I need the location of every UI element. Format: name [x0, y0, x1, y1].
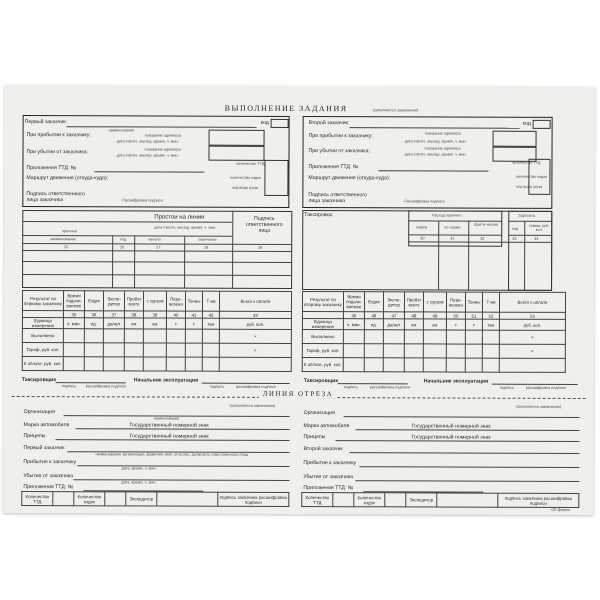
left-code-label: код [260, 119, 269, 126]
downtime-title: Простои на линии [154, 214, 205, 221]
head-sign-left: Начальник эксплуатации [133, 377, 199, 384]
form-title: ВЫПОЛНЕНИЕ ЗАДАНИЯ [224, 103, 348, 114]
right-code-field[interactable] [533, 120, 551, 129]
title-note: (заполняется заказчиком) [372, 108, 419, 113]
stub-left-org: Организация [23, 409, 55, 416]
salary-table [508, 211, 552, 291]
head-sign-right: Начальник эксплуатации [423, 378, 489, 385]
left-ttd-cells[interactable] [264, 160, 288, 196]
left-customer-label: Первый заказчик: [24, 119, 67, 126]
left-route-label: Маршрут движения (откуда-куда): [26, 175, 109, 182]
taxing-sign-left: Таксировщик [21, 377, 56, 384]
left-arrival-box[interactable] [209, 130, 265, 146]
waybill-form: ВЫПОЛНЕНИЕ ЗАДАНИЯ (заполняется заказчиком) Первый заказчик: код наименование показание одометра При прибытии к заказчику: дата (число, месяц), время, ч. мин. При убытии от заказчика: показание одометра дата (число, месяц), время, ч. мин. Приложения ТТД: № количество ТТД Маршрут движения (откуда-куда): количество ездок код вида груза Подпись ответственного лица заказчика Расшифровка подписи Второй заказчик: код При прибытии к заказчику: показание одометра дата (число, месяц), время, ч. мин. При убытии от заказчика: показание одометра дата (число, месяц), время, ч. мин. Приложения ТТД: № количество ТТД Маршрут движения (откуда-куда): количество ездок код вида груза Подпись ответственного лица заказчика Расшифровка подписи Простои на линии причина дата (число, месяц), время, ч. мин. Подпись ответственного лица наименование код начало окончание 25 26 27 28 29 Таксировка: Расход горючего марка по норме факти-ческая 30 31 32 Зарплата код сумма, руб. коп. 33 34 Результат по первому заказчику Время подачи-ваемое Ездки Экспе-дитор Пробег всего с грузом Пере-везено Тонны Т-км Всего к оплате 35 36 37 38 39 40 41 42 43 Единица измерения ч. мин. ед. да/нет км км т т ткм руб. коп. Выполнено × Тариф, руб. коп. × К оплате, руб. коп. Результат по второму заказчику Время подачи-ваемое Ездки Экспе-дитор Пробег всего с грузом Пере-везено Тонны Т-км Всего к оплате 45 46 47 48 49 50 51 52 53 Единица измерения ч. мин. ед. да/нет км км т т ткм руб. коп. Выполнено × Тариф, руб. коп. × К оплате, руб. коп. Таксировщик подпись расшифровка подписи Начальник эксплуатации подпись расшифровка подписи Таксировщик подпись расшифровка подписи Начальник эксплуатации подпись расшифровка подписи ЛИНИЯ ОТРЕЗА (заполняется заказчиком) Организация наименование Марка автомобиля Государственный номерной знак Прицепы Государственный номерной знак Первый заказчик наименование организации, фамилия, имя, отчество, должность ответственного лица Прибытие к заказчику дата, время, ч. мин. Убытие от заказчика дата, время, ч. мин. Приложения ТТД: № Количество ТТД Количество ездок Экспедитор подпись заказчика расшифровка подписи (заполняется заказчиком) Организация Марка автомобиля Государственный номерной знак Прицепы Государственный номерной знак Второй заказчик Прибытие к заказчику Убытие от заказчика Приложения ТТД: № Количество ТТД Количество ездок Экспедитор подпись заказчика расшифровка подписи ОК-форма [3, 85, 594, 515]
left-arrival-label: При прибытии к заказчику: [26, 132, 91, 139]
stub-right-qty-table: Количество ТТД Количество ездок Экспедитор подпись заказчика расшифровка подписи [301, 492, 579, 508]
cross-mark: × [219, 329, 291, 343]
stub-left-qty-table: Количество ТТД Количество ездок Экспедитор подпись заказчика расшифровка подписи [21, 491, 289, 507]
right-ttd-cells[interactable] [528, 159, 550, 195]
taxing-label: Таксировка: [304, 212, 334, 219]
left-ttn-label: Приложения ТТД: № [26, 165, 77, 172]
right-customer-label: Второй заказчик: [308, 120, 350, 127]
right-arrival-box[interactable] [493, 131, 537, 147]
left-departure-label: При убытии от заказчика: [26, 149, 89, 156]
results-right-table: Результат по второму заказчику Время подачи-ваемое Ездки Экспе-дитор Пробег всего с грузом Пере-везено Тонны Т-км Всего к оплате 45 46 47 48 49 50 51 52 53 Единица измерения ч. мин. ед. да/нет км км т т ткм руб. коп. Выполнено × Тариф, руб. коп. × К оплате, руб. коп. [302, 291, 566, 373]
taxing-sign-right: Таксировщик [303, 378, 338, 385]
results-left-table: Результат по первому заказчику Время подачи-ваемое Ездки Экспе-дитор Пробег всего с грузом Пере-везено Тонны Т-км Всего к оплате 35 36 37 38 39 40 41 42 43 Единица измерения ч. мин. ед. да/нет км км т т ткм руб. коп. Выполнено × Тариф, руб. коп. × К оплате, руб. коп. [22, 290, 292, 372]
cut-line-title: ЛИНИЯ ОТРЕЗА [259, 390, 338, 398]
left-departure-box[interactable] [208, 146, 264, 161]
left-responsible-label: Подпись ответственного лица заказчика [26, 191, 86, 204]
